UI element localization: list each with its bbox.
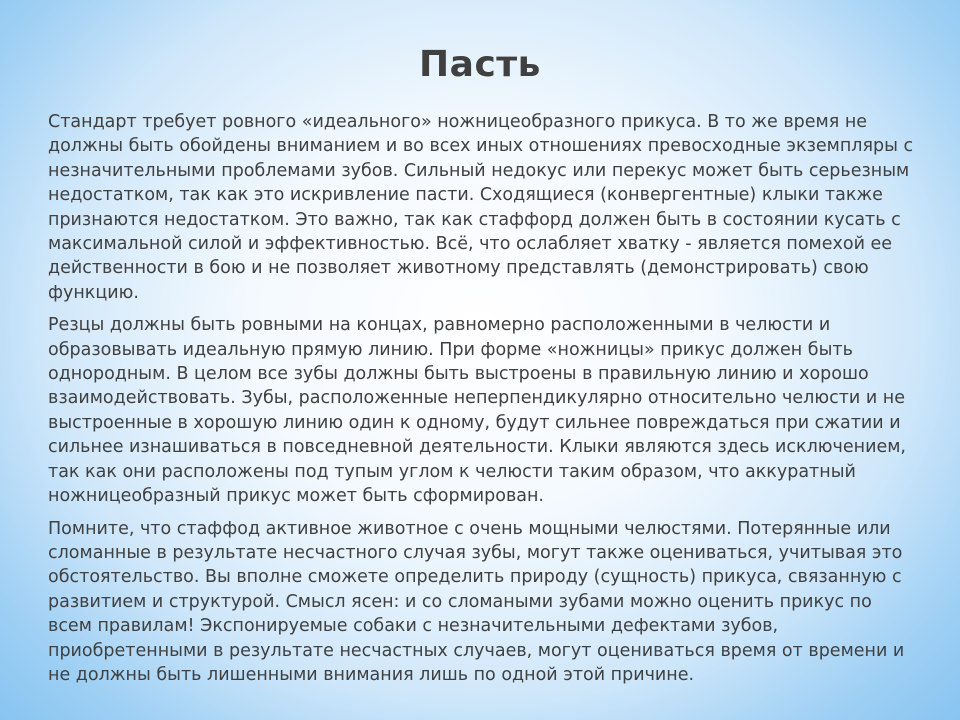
slide-title: Пасть — [419, 44, 541, 85]
paragraph-1: Стандарт требует ровного «идеального» ножницеобразного прикуса. В то же время не должны быть обойдены вниманием и во всех иных отношениях превосходные экземпляры с незначительными проблемами зубов. Сильный недокус или перекус может быть серьезным недостатком, так как это искривление пасти. Сходящиеся (конвергентные) клыки также признаются недостатком. Это важно, так как стаффорд должен быть в состоянии кусать с максимальной силой и эффективностью. Всё, что ослабляет хватку - является помехой ее действенности в бою и не позволяет животному представлять (демонстрировать) свою функцию. — [48, 112, 914, 303]
slide-body — [48, 110, 918, 695]
paragraph-2: Резцы должны быть ровными на концах, равномерно расположенными в челюсти и образовывать идеальную прямую линию. При форме «ножницы» прикус должен быть однородным. В целом все зубы должны быть выстроены в правильную линию и хорошо взаимодействовать. Зубы, расположенные неперпендикулярно относительно челюсти и не выстроенные в хорошую линию один к одному, будут сильнее повреждаться при сжатии и сильнее изнашиваться в повседневной деятельности. Клыки являются здесь исключением, так как они расположены под тупым углом к челюсти таким образом, что аккуратный ножницеобразный прикус может быть сформирован. — [48, 315, 906, 507]
paragraph-3: Помните, что стаффод активное животное с очень мощными челюстями. Потерянные или сломанные в результате несчастного случая зубы, могут также оцениваться, учитывая это обстоятельство. Вы вполне сможете определить природу (сущность) прикуса, связанную с развитием и структурой. Смысл ясен: и со сломаными зубами можно оценить прикус по всем правилам! Экспонируемые собаки с незначительными дефектами зубов, приобретенными в результате несчастных случаев, могут оцениваться время от времени и не должны быть лишенными внимания лишь по одной этой причине. — [48, 518, 905, 685]
